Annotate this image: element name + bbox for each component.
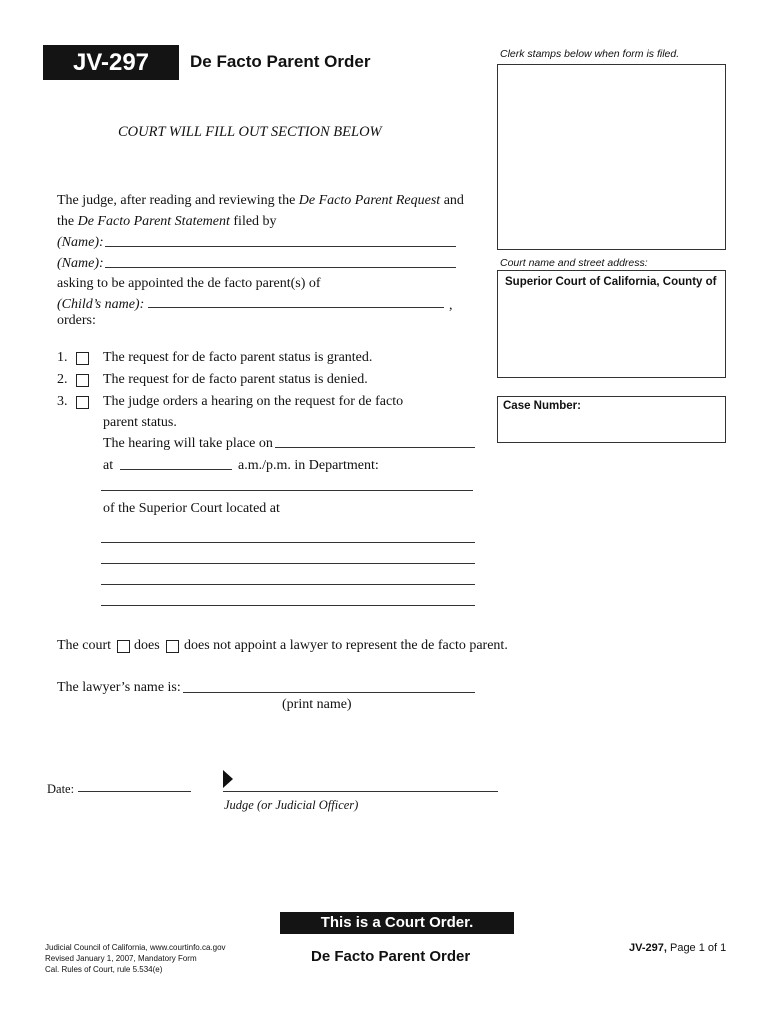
intro-line-1: The judge, after reading and reviewing the De Facto Parent Request and	[57, 193, 464, 208]
hearing-date-field[interactable]	[275, 447, 475, 448]
hearing-date-label: The hearing will take place on	[103, 436, 273, 451]
court-order-banner: This is a Court Order.	[280, 912, 514, 934]
court-name: Superior Court of California, County of	[505, 276, 717, 288]
court-address-label: Court name and street address:	[500, 257, 648, 269]
case-number-label: Case Number:	[503, 400, 581, 412]
does-not-checkbox[interactable]	[166, 640, 179, 653]
form-title: De Facto Parent Order	[190, 52, 371, 71]
asking-text: asking to be appointed the de facto parent(s) of	[57, 276, 321, 291]
footer-council: Judicial Council of California, www.courtinfo.ca.gov	[45, 943, 226, 952]
date-label: Date:	[47, 782, 75, 796]
clerk-stamp-note: Clerk stamps below when form is filed.	[500, 48, 680, 60]
department-field[interactable]	[101, 490, 473, 491]
name-field-2[interactable]	[105, 267, 456, 268]
name-label-2: (Name):	[57, 256, 104, 271]
footer-revised: Revised January 1, 2007, Mandatory Form	[45, 954, 197, 963]
lawyer-name-field[interactable]	[183, 692, 475, 693]
judge-label: Judge (or Judicial Officer)	[224, 798, 359, 812]
child-name-field[interactable]	[148, 307, 444, 308]
order-2-number: 2.	[57, 372, 68, 387]
court-lawyer-label: The court	[57, 638, 112, 653]
court-location-line-1[interactable]	[101, 542, 475, 543]
order-1-checkbox[interactable]	[76, 352, 89, 365]
hearing-continued: parent status.	[103, 415, 177, 430]
lawyer-name-label: The lawyer’s name is:	[57, 680, 181, 695]
name-field-1[interactable]	[105, 246, 456, 247]
court-location-line-2[interactable]	[101, 563, 475, 564]
hearing-time-at: at	[103, 458, 114, 473]
signature-arrow-icon	[222, 769, 234, 789]
child-name-label: (Child’s name):	[57, 297, 145, 312]
does-label: does	[134, 638, 160, 653]
court-location-label: of the Superior Court located at	[103, 501, 280, 516]
date-field[interactable]	[78, 791, 191, 792]
order-3-text: The judge orders a hearing on the request for de facto	[103, 394, 404, 409]
department-label: a.m./p.m. in Department:	[238, 458, 379, 473]
judge-signature-field[interactable]	[223, 791, 498, 792]
order-3-number: 3.	[57, 394, 68, 409]
hearing-time-field[interactable]	[120, 469, 232, 470]
clerk-stamp-box	[497, 64, 726, 250]
order-1-text: The request for de facto parent status is granted.	[103, 350, 373, 365]
order-1-number: 1.	[57, 350, 68, 365]
orders-text: orders:	[57, 313, 96, 328]
court-location-line-4[interactable]	[101, 605, 475, 606]
form-id-badge: JV-297	[43, 45, 179, 80]
section-heading: COURT WILL FILL OUT SECTION BELOW	[118, 124, 382, 140]
footer-title: De Facto Parent Order	[311, 948, 471, 965]
footer-rule: Cal. Rules of Court, rule 5.534(e)	[45, 965, 163, 974]
does-checkbox[interactable]	[117, 640, 130, 653]
name-label-1: (Name):	[57, 235, 104, 250]
court-location-line-3[interactable]	[101, 584, 475, 585]
order-2-checkbox[interactable]	[76, 374, 89, 387]
order-2-text: The request for de facto parent status is denied.	[103, 372, 368, 387]
child-name-comma: ,	[449, 298, 453, 313]
order-3-checkbox[interactable]	[76, 396, 89, 409]
intro-line-2: the De Facto Parent Statement filed by	[57, 214, 277, 229]
print-name-caption: (print name)	[282, 697, 352, 712]
footer-page-number: JV-297, Page 1 of 1	[629, 942, 727, 954]
does-not-label: does not appoint a lawyer to represent the de facto parent.	[184, 638, 508, 653]
